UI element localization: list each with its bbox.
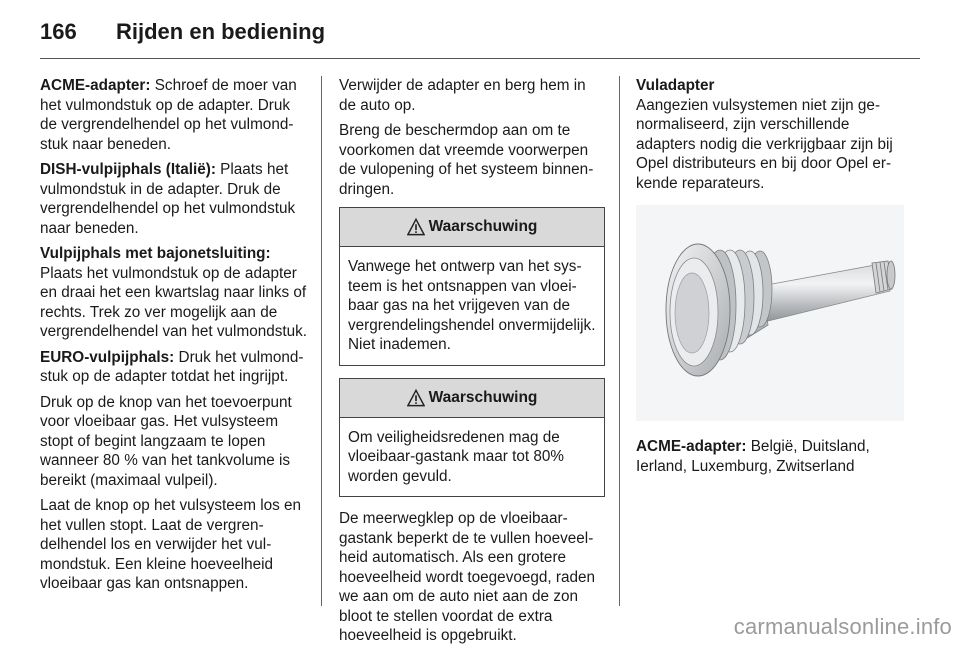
warning-icon	[407, 389, 425, 407]
warning-icon	[407, 218, 425, 236]
column-left	[40, 76, 308, 600]
page-header	[40, 18, 920, 58]
paragraph-bajonet	[40, 244, 308, 342]
warning-heading: Waarschuwing	[428, 388, 538, 406]
warning-heading: Waarschuwing	[428, 218, 538, 236]
paragraph-text: Schroef de moer van het vulmondstuk op de adapter. Druk de vergrendelhendel op het vulmondstuk naar beneden.	[40, 77, 297, 153]
paragraph-label: EURO-vulpijphals:	[40, 348, 175, 366]
page-title: Rijden en bediening	[116, 19, 326, 44]
paragraph-adapters: Aangezien vulsystemen niet zijn genormaliseerd, zijn verschillende adapters nodig die verkrijgbaar zijn bij Opel distributeurs en bij door Opel erkende reparateurs.	[636, 96, 893, 192]
warning-box	[339, 207, 605, 366]
paragraph-text: Druk het vulmondstuk op de adapter totdat het ingrijpt.	[40, 348, 304, 385]
column-divider	[321, 76, 322, 606]
paragraph-remove-adapter: Verwijder de adapter en berg hem in de auto op.	[339, 77, 586, 114]
caption-text: België, Duitsland, Ierland, Luxemburg, Zwitserland	[636, 438, 870, 475]
warning-header	[340, 208, 604, 247]
section-heading: Vuladapter	[636, 77, 715, 94]
paragraph-label: DISH-vulpijphals (Italië):	[40, 161, 216, 178]
header-rule	[40, 58, 920, 59]
column-middle	[339, 76, 605, 652]
paragraph-dish	[40, 160, 308, 238]
paragraph-release: Laat de knop op het vulsysteem los en het vullen stopt. Laat de vergrendelhendel los en verwijder het vulmondstuk. Een kleine hoeveelheid vloeibaar gas kan ontsnappen.	[40, 497, 302, 592]
page-number: 166	[40, 19, 77, 44]
warning-body: Vanwege het ontwerp van het systeem is het ontsnappen van vloeibaar gas na het vrijgeven van de vergrendelingshendel onvermijdelijk. Niet inademen.	[348, 258, 596, 353]
paragraph-acme	[40, 76, 308, 154]
acme-adapter-illustration	[636, 205, 904, 421]
paragraph-text: Plaats het vulmondstuk op de adapter en draai het een kwartslag naar links of rechts. Trek zo ver mogelijk aan de vergrendelhendel van het vulmondstuk.	[40, 264, 308, 340]
paragraph-multivalve: De meerwegklep op de vloeibaar-gastank beperkt de te vullen hoeveelheid automatisch. Als een grotere hoeveelheid wordt toegevoegd, raden we aan om de auto niet aan de zon bloot te stellen voordat de extra hoeveelheid is opgebruikt.	[339, 510, 595, 644]
column-divider	[619, 76, 620, 606]
paragraph-label: Vulpijphals met bajonetsluiting:	[40, 245, 271, 262]
warning-body: Om veiligheidsredenen mag de vloeibaar-gastank maar tot 80% worden gevuld.	[348, 428, 564, 485]
paragraph-protective-cap: Breng de beschermdop aan om te voorkomen dat vreemde voorwerpen de vulopening of het systeem binnendringen.	[339, 122, 594, 198]
paragraph-euro	[40, 348, 308, 387]
column-right	[636, 76, 906, 482]
paragraph-label: ACME-adapter:	[40, 77, 151, 94]
warning-box	[339, 378, 605, 498]
watermark: carmanualsonline.info	[733, 614, 952, 639]
adapter-drawing	[636, 205, 904, 421]
paragraph-fill: Druk op de knop van het toevoerpunt voor vloeibaar gas. Het vulsysteem stopt of begint langzaam te lopen wanneer 80 % van het tankvolume is bereikt (maximaal vulpeil).	[40, 393, 292, 489]
figure-caption	[636, 437, 906, 476]
warning-header	[340, 379, 604, 418]
paragraph-text: Plaats het vulmondstuk in de adapter. Druk de vergrendelhendel op het vulmondstuk naar beneden.	[40, 161, 296, 237]
caption-label: ACME-adapter:	[636, 438, 747, 455]
